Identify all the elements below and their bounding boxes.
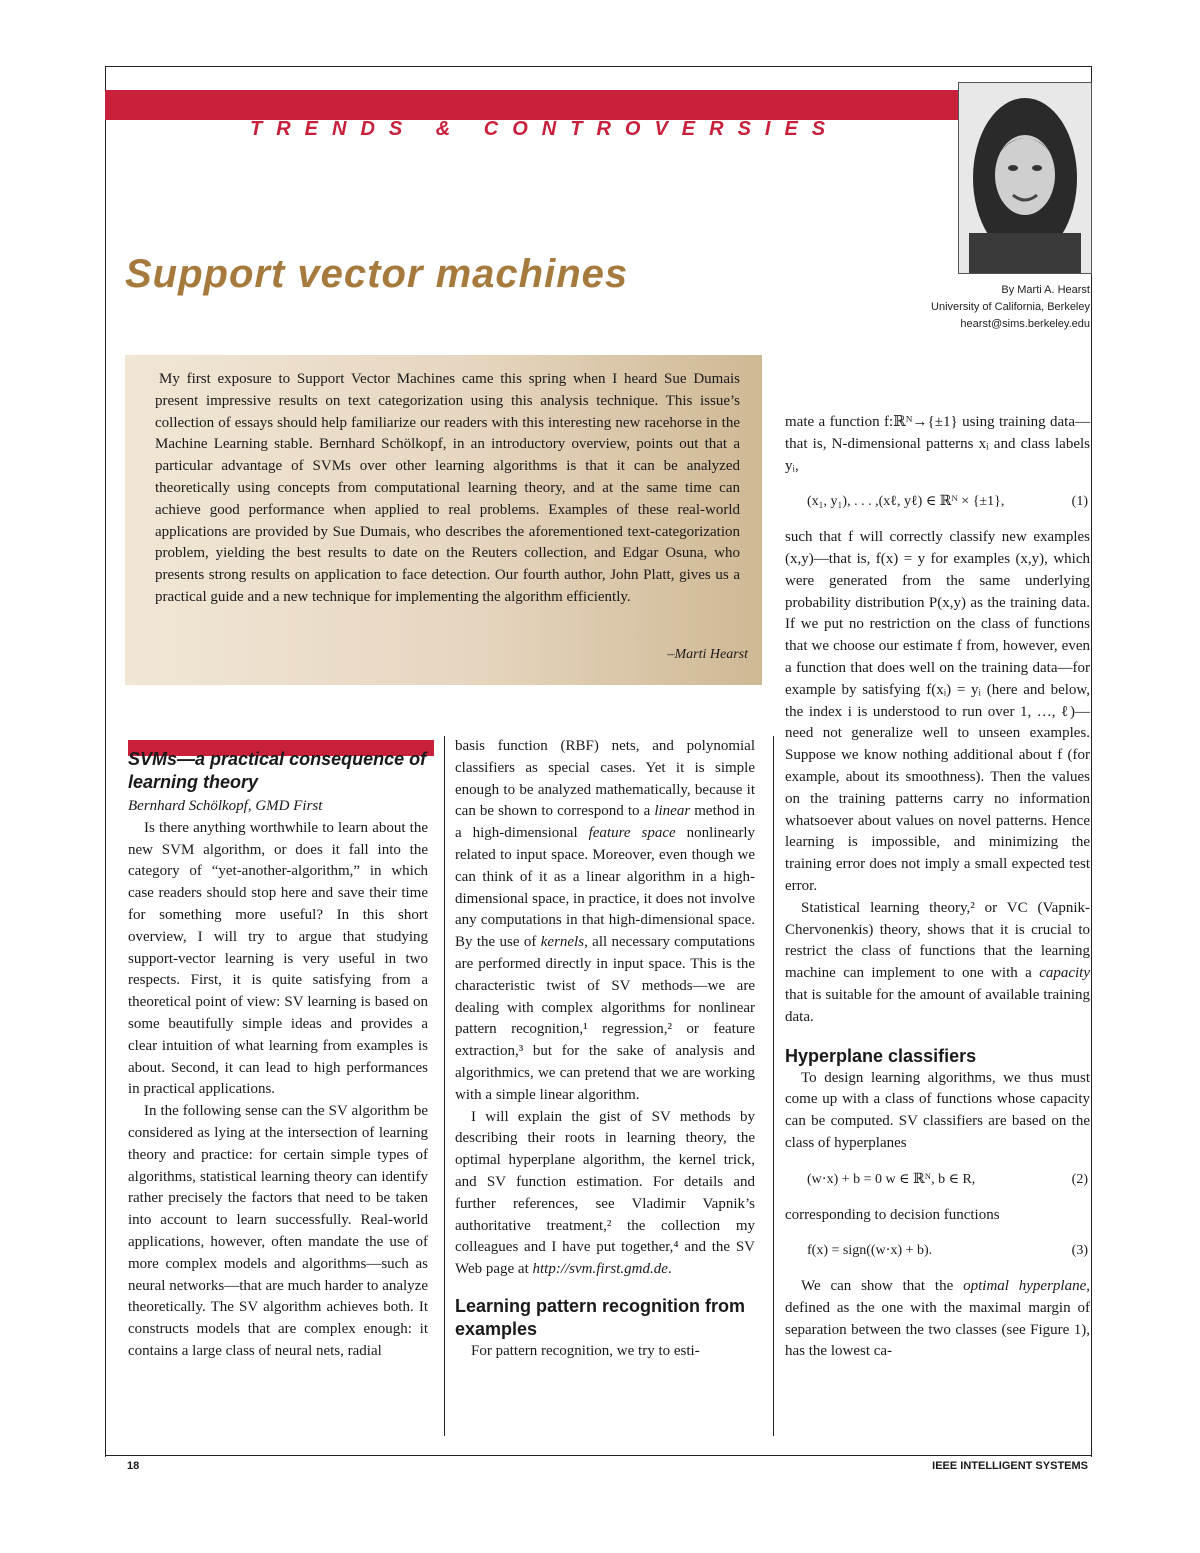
paragraph: To design learning algorithms, we thus must come up with a class of functions whose capacity can be computed. SV classifiers are based on the class of hyperplanes [785, 1069, 1090, 1151]
intro-box [125, 355, 762, 685]
journal-name: IEEE INTELLIGENT SYSTEMS [932, 1460, 1088, 1472]
article-author: Bernhard Schölkopf, GMD First [128, 798, 323, 814]
byline-affiliation: University of California, Berkeley [931, 301, 1090, 313]
web-link[interactable]: http://svm.first.gmd.de [532, 1261, 668, 1278]
column-divider [773, 736, 774, 1436]
paragraph: corresponding to decision functions [785, 1206, 1000, 1223]
column-2 [455, 736, 755, 1363]
paragraph: I will explain the gist of SV methods by describing their roots in learning theory, the optimal hyperplane algorithm, the kernel trick, and SV function estimation. For details and further references, see Vladimir Vapnik’s authoritative treatment,² the collection my colleagues and I have put together,⁴ and the SV Web page at http://svm.first.gmd.de. [455, 1108, 755, 1278]
paragraph: We can show that the optimal hyperplane, defined as the one with the maximal margin of separation between the two classes (see Figure 1), has the lowest ca- [785, 1278, 1091, 1360]
section-heading: Learning pattern recognition from examples [455, 1295, 746, 1339]
byline-author: By Marti A. Hearst [1001, 284, 1090, 296]
equation-2: (w⋅x) + b = 0 w ∈ ℝᴺ, b ∈ R, (2) [807, 1171, 1088, 1187]
section-heading: Hyperplane classifiers [785, 1045, 977, 1066]
intro-signature: –Marti Hearst [667, 647, 748, 662]
page-title: Support vector machines [125, 252, 629, 296]
page-number: 18 [127, 1460, 140, 1472]
equation-3: f(x) = sign((w⋅x) + b). (3) [807, 1243, 1088, 1259]
equation-1: (x₁, y₁), . . . ,(xℓ, yℓ) ∈ ℝᴺ × {±1}, (1) [807, 494, 1088, 510]
header-band [105, 90, 1090, 120]
paragraph: mate a function f:ℝᴺ→{±1} using training data—that is, N-dimensional patterns xᵢ and class labels yᵢ, [785, 414, 1090, 474]
paragraph: For pattern recognition, we try to esti- [471, 1342, 700, 1359]
paragraph: Is there anything worthwhile to learn about the new SVM algorithm, or does it fall into the category of “yet-another-algorithm,” in which case readers should stop here and save their time for something more useful? In this short overview, I will try to argue that studying support-vector learning is very useful in two respects. First, it is quite satisfying from a theoretical point of view: SV learning is based on some beautifully simple ideas and provides a clear intuition of what learning from examples is about. Second, it can lead to high performances in practical applications. [128, 819, 428, 1098]
column-3 [785, 412, 1090, 1363]
paragraph: basis function (RBF) nets, and polynomial classifiers as special cases. Yet it is simple enough to be analyzed mathematically, because it can be shown to correspond to a linear method in a high-dimensional feature space nonlinearly related to input space. Moreover, even though we can think of it as a linear algorithm in a high-dimensional space, in practice, it does not involve any computations in that high-dimensional space. By the use of kernels, all necessary computations are performed directly in input space. This is the characteristic twist of SV methods—we are dealing with complex algorithms for nonlinear pattern recognition,¹ regression,² or feature extraction,³ but for the sake of analysis and algorithmics, we can pretend that we are working with a simple linear algorithm. [455, 738, 756, 1103]
portrait-image [959, 83, 1091, 273]
paragraph: such that f will correctly classify new examples (x,y)—that is, f(x) = y for examples (x,y), which were generated from the same underlying probability distribution P(x,y) as the training data. If we put no restriction on the class of functions that we choose our estimate f from, however, even a function that does well on the training data—for example by satisfying f(xᵢ) = yᵢ (here and below, the index i is understood to run over 1, …, ℓ)—need not generalize well to unseen examples. Suppose we know nothing additional about f (for example, about its smoothness). Then the values on the training patterns carry no information whatsoever about values on novel patterns. Hence learning is impossible, and minimizing the training error does not imply a small expected test error. [785, 529, 1090, 894]
author-photo [958, 82, 1092, 274]
intro-text: My first exposure to Support Vector Machines came this spring when I heard Sue Dumais present impressive results on text categorization using this analysis technique. This issue’s collection of essays should help familiarize our readers with this interesting new racehorse in the Machine Learning stable. Bernhard Schölkopf, in an introductory overview, points out that a particular advantage of SVMs over other learning algorithms is that it can be analyzed theoretically using concepts from computational learning theory, and at the same time can achieve good performance when applied to real problems. Examples of these real-world applications are provided by Sue Dumais, who describes the aforementioned text-categorization problem, yielding the best results to date on the Reuters collection, and Edgar Osuna, who presents strong results on application to face detection. Our fourth author, John Platt, gives us a practical guide and a new technique for implementing the algorithm efficiently. [155, 371, 740, 605]
byline [931, 282, 1090, 333]
section-heading: SVMs—a practical consequence of learning theory [128, 749, 427, 792]
byline-email: hearst@sims.berkeley.edu [960, 318, 1090, 330]
paragraph: In the following sense can the SV algorithm be considered as lying at the intersection of learning theory and practice: for certain simple types of algorithms, statistical learning theory can identify rather precisely the factors that need to be taken into account to learn successfully. Real-world applications, however, often mandate the use of more complex models and algorithms—such as neural networks—that are much harder to analyze theoretically. The SV algorithm achieves both. It constructs models that are complex enough: it contains a large class of neural nets, radial [128, 1103, 428, 1359]
column-divider [444, 736, 445, 1436]
department-label: TRENDS & CONTROVERSIES [250, 118, 840, 140]
paragraph: Statistical learning theory,² or VC (Vapnik-Chervonenkis) theory, shows that it is crucial to restrict the class of functions that the learning machine can implement to one with a capacity that is suitable for the amount of available training data. [785, 899, 1091, 1025]
column-1 [128, 748, 428, 1363]
footer-rule [105, 1455, 1092, 1456]
